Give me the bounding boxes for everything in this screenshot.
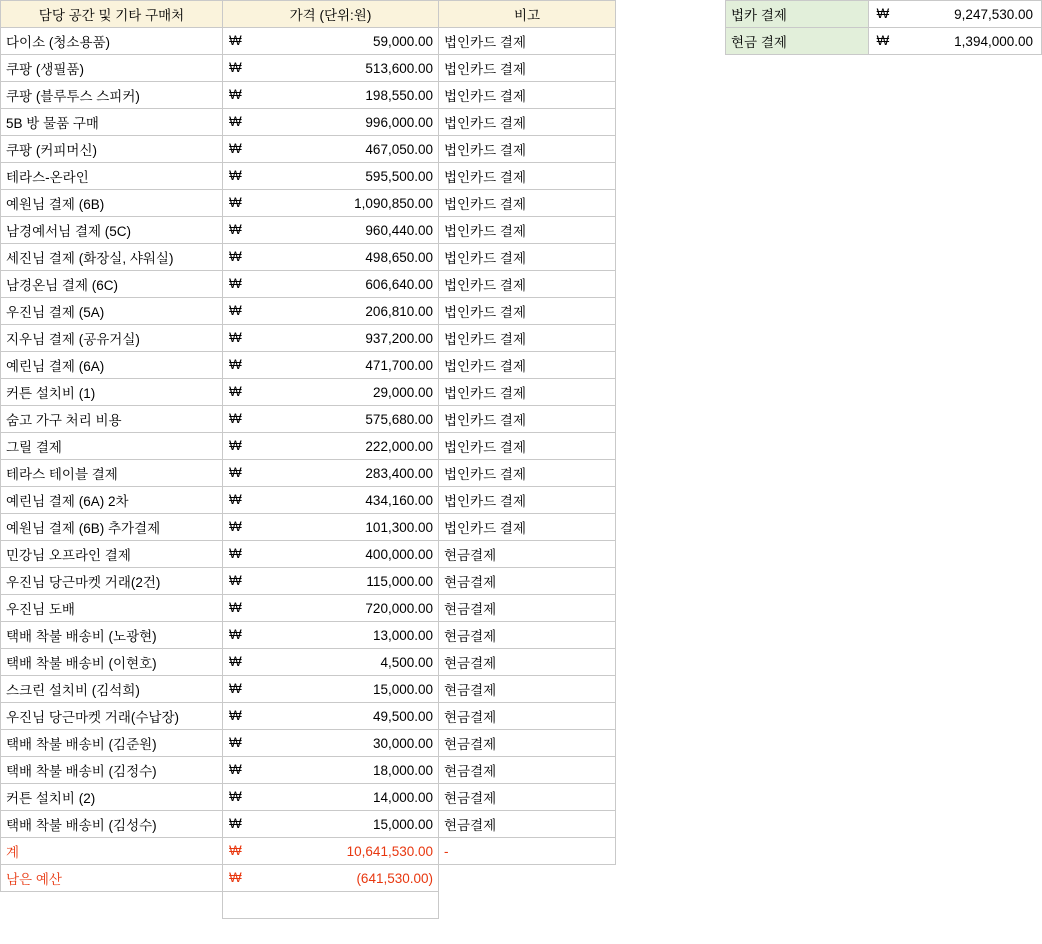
won-symbol: ₩ bbox=[229, 114, 242, 129]
cell-note[interactable]: 법인카드 결제 bbox=[439, 433, 616, 460]
table-row bbox=[1, 433, 616, 460]
cell-note[interactable]: 현금결제 bbox=[439, 811, 616, 838]
table-row bbox=[1, 352, 616, 379]
won-symbol: ₩ bbox=[876, 33, 890, 48]
cell-item-name[interactable]: 5B 방 물품 구매 bbox=[1, 109, 223, 136]
cell-price[interactable]: ₩ 1,090,850.00 bbox=[223, 190, 439, 217]
cell-note[interactable]: 법인카드 결제 bbox=[439, 109, 616, 136]
cell-price[interactable]: ₩ 498,650.00 bbox=[223, 244, 439, 271]
cell-price[interactable]: ₩ 14,000.00 bbox=[223, 784, 439, 811]
table-row bbox=[1, 325, 616, 352]
cell-note[interactable]: 현금결제 bbox=[439, 649, 616, 676]
summary-row bbox=[726, 1, 1042, 28]
cell-note[interactable]: 법인카드 결제 bbox=[439, 271, 616, 298]
summary-label[interactable]: 현금 결제 bbox=[726, 28, 869, 55]
won-symbol: ₩ bbox=[229, 708, 242, 723]
cell-price[interactable]: ₩ 996,000.00 bbox=[223, 109, 439, 136]
cell-price[interactable]: ₩ 513,600.00 bbox=[223, 55, 439, 82]
cell-item-name[interactable]: 택배 착불 배송비 (노광현) bbox=[1, 622, 223, 649]
table-row bbox=[1, 244, 616, 271]
cell-price[interactable]: ₩ 400,000.00 bbox=[223, 541, 439, 568]
cell-note[interactable]: 현금결제 bbox=[439, 703, 616, 730]
summary-label[interactable]: 법카 결제 bbox=[726, 1, 869, 28]
won-symbol: ₩ bbox=[229, 438, 242, 453]
cell-note[interactable]: 법인카드 결제 bbox=[439, 136, 616, 163]
column-header-note: 비고 bbox=[439, 1, 616, 28]
column-header-name: 담당 공간 및 기타 구매처 bbox=[1, 1, 223, 28]
table-row bbox=[1, 136, 616, 163]
cell-item-name[interactable]: 쿠팡 (블루투스 스피커) bbox=[1, 82, 223, 109]
cell-price[interactable]: ₩ 960,440.00 bbox=[223, 217, 439, 244]
won-symbol: ₩ bbox=[229, 816, 242, 831]
table-row bbox=[1, 217, 616, 244]
won-symbol: ₩ bbox=[229, 249, 242, 264]
column-header-price: 가격 (단위:원) bbox=[223, 1, 439, 28]
won-symbol: ₩ bbox=[229, 465, 242, 480]
won-symbol: ₩ bbox=[229, 33, 242, 48]
cell-note[interactable]: 법인카드 결제 bbox=[439, 217, 616, 244]
cell-item-name[interactable]: 테라스-온라인 bbox=[1, 163, 223, 190]
won-symbol: ₩ bbox=[229, 222, 242, 237]
cell-price[interactable]: ₩ 59,000.00 bbox=[223, 28, 439, 55]
table-row bbox=[1, 730, 616, 757]
won-symbol: ₩ bbox=[229, 735, 242, 750]
cell-note[interactable]: 현금결제 bbox=[439, 730, 616, 757]
won-symbol: ₩ bbox=[229, 195, 242, 210]
won-symbol: ₩ bbox=[229, 384, 242, 399]
table-row bbox=[1, 622, 616, 649]
won-symbol: ₩ bbox=[229, 870, 242, 885]
cell-note[interactable]: 현금결제 bbox=[439, 676, 616, 703]
cell-item-name[interactable]: 남경예서님 결제 (5C) bbox=[1, 217, 223, 244]
cell-note[interactable]: 법인카드 결제 bbox=[439, 406, 616, 433]
cell-note[interactable]: 법인카드 결제 bbox=[439, 190, 616, 217]
cell-price[interactable]: ₩ 101,300.00 bbox=[223, 514, 439, 541]
cell-price[interactable]: ₩ 467,050.00 bbox=[223, 136, 439, 163]
table-row bbox=[1, 298, 616, 325]
cell-note[interactable]: 법인카드 결제 bbox=[439, 487, 616, 514]
cell-note[interactable]: 법인카드 결제 bbox=[439, 298, 616, 325]
cell-note[interactable]: - bbox=[439, 838, 616, 865]
summary-row bbox=[726, 28, 1042, 55]
table-row bbox=[1, 406, 616, 433]
cell-item-name[interactable]: 택배 착불 배송비 (김정수) bbox=[1, 757, 223, 784]
cell-empty[interactable] bbox=[1, 892, 223, 919]
cell-price[interactable]: ₩ 471,700.00 bbox=[223, 352, 439, 379]
cell-price[interactable]: ₩ 30,000.00 bbox=[223, 730, 439, 757]
cell-item-name[interactable]: 택배 착불 배송비 (이현호) bbox=[1, 649, 223, 676]
table-row bbox=[1, 271, 616, 298]
cell-note[interactable]: 법인카드 결제 bbox=[439, 82, 616, 109]
table-row bbox=[1, 82, 616, 109]
cell-note[interactable]: 법인카드 결제 bbox=[439, 55, 616, 82]
table-header bbox=[1, 1, 616, 28]
cell-note[interactable]: 현금결제 bbox=[439, 541, 616, 568]
cell-note[interactable]: 법인카드 결제 bbox=[439, 28, 616, 55]
table-row bbox=[1, 676, 616, 703]
cell-price[interactable]: ₩ 222,000.00 bbox=[223, 433, 439, 460]
won-symbol: ₩ bbox=[229, 141, 242, 156]
cell-price[interactable]: ₩ 206,810.00 bbox=[223, 298, 439, 325]
table-row bbox=[1, 649, 616, 676]
table-row bbox=[1, 757, 616, 784]
won-symbol: ₩ bbox=[229, 411, 242, 426]
table-row bbox=[1, 163, 616, 190]
table-row bbox=[1, 55, 616, 82]
table-row bbox=[1, 784, 616, 811]
cell-price[interactable]: ₩ 49,500.00 bbox=[223, 703, 439, 730]
won-symbol: ₩ bbox=[229, 87, 242, 102]
won-symbol: ₩ bbox=[229, 60, 242, 75]
cell-note[interactable] bbox=[439, 865, 616, 892]
table-row bbox=[1, 28, 616, 55]
won-symbol: ₩ bbox=[229, 330, 242, 345]
cell-item-name[interactable]: 쿠팡 (생필품) bbox=[1, 55, 223, 82]
table-row-total bbox=[1, 838, 616, 865]
table-row bbox=[1, 460, 616, 487]
table-row bbox=[1, 811, 616, 838]
cell-price[interactable]: ₩ 606,640.00 bbox=[223, 271, 439, 298]
cell-item-name[interactable]: 쿠팡 (커피머신) bbox=[1, 136, 223, 163]
cell-item-name[interactable]: 커튼 설치비 (2) bbox=[1, 784, 223, 811]
won-symbol: ₩ bbox=[229, 276, 242, 291]
summary-body bbox=[726, 1, 1042, 55]
summary-value[interactable]: ₩ 1,394,000.00 bbox=[868, 28, 1041, 55]
won-symbol: ₩ bbox=[229, 762, 242, 777]
cell-item-name[interactable]: 우진님 도배 bbox=[1, 595, 223, 622]
cell-note[interactable]: 현금결제 bbox=[439, 595, 616, 622]
won-symbol: ₩ bbox=[229, 843, 242, 858]
cell-item-name[interactable]: 예원님 결제 (6B) bbox=[1, 190, 223, 217]
cell-note[interactable]: 현금결제 bbox=[439, 622, 616, 649]
table-row bbox=[1, 190, 616, 217]
cell-note[interactable]: 법인카드 결제 bbox=[439, 460, 616, 487]
cell-item-name[interactable]: 남경온님 결제 (6C) bbox=[1, 271, 223, 298]
cell-price[interactable]: ₩ 13,000.00 bbox=[223, 622, 439, 649]
cell-item-name[interactable]: 예린님 결제 (6A) bbox=[1, 352, 223, 379]
cell-item-name[interactable]: 택배 착불 배송비 (김준원) bbox=[1, 730, 223, 757]
table-row-remaining bbox=[1, 865, 616, 892]
cell-price[interactable]: ₩ 15,000.00 bbox=[223, 811, 439, 838]
cell-note[interactable]: 법인카드 결제 bbox=[439, 514, 616, 541]
won-symbol: ₩ bbox=[876, 6, 890, 21]
cell-price[interactable]: ₩ 283,400.00 bbox=[223, 460, 439, 487]
header-row bbox=[1, 1, 616, 28]
cell-price[interactable]: ₩ 720,000.00 bbox=[223, 595, 439, 622]
cell-price[interactable]: ₩ 434,160.00 bbox=[223, 487, 439, 514]
cell-empty[interactable] bbox=[223, 892, 439, 919]
cell-item-name[interactable]: 택배 착불 배송비 (김성수) bbox=[1, 811, 223, 838]
cell-price[interactable]: ₩ 198,550.00 bbox=[223, 82, 439, 109]
won-symbol: ₩ bbox=[229, 492, 242, 507]
table-row bbox=[1, 568, 616, 595]
cell-price[interactable]: ₩ 4,500.00 bbox=[223, 649, 439, 676]
won-symbol: ₩ bbox=[229, 789, 242, 804]
won-symbol: ₩ bbox=[229, 681, 242, 696]
cell-price[interactable]: ₩ 575,680.00 bbox=[223, 406, 439, 433]
won-symbol: ₩ bbox=[229, 357, 242, 372]
won-symbol: ₩ bbox=[229, 573, 242, 588]
cell-note[interactable]: 현금결제 bbox=[439, 784, 616, 811]
cell-note[interactable]: 현금결제 bbox=[439, 757, 616, 784]
cell-note[interactable]: 법인카드 결제 bbox=[439, 352, 616, 379]
cell-price[interactable]: ₩ 10,641,530.00 bbox=[223, 838, 439, 865]
cell-item-name[interactable]: 예린님 결제 (6A) 2차 bbox=[1, 487, 223, 514]
cell-item-name[interactable]: 다이소 (청소용품) bbox=[1, 28, 223, 55]
cell-item-name[interactable]: 우진님 당근마켓 거래(2건) bbox=[1, 568, 223, 595]
table-body bbox=[1, 28, 616, 919]
table-row bbox=[1, 514, 616, 541]
cell-price[interactable]: ₩ 115,000.00 bbox=[223, 568, 439, 595]
cell-item-name[interactable]: 스크린 설치비 (김석희) bbox=[1, 676, 223, 703]
table-row bbox=[1, 109, 616, 136]
won-symbol: ₩ bbox=[229, 546, 242, 561]
cell-note[interactable]: 현금결제 bbox=[439, 568, 616, 595]
cell-price[interactable]: ₩ 937,200.00 bbox=[223, 325, 439, 352]
table-row bbox=[1, 595, 616, 622]
cell-price[interactable]: ₩ 595,500.00 bbox=[223, 163, 439, 190]
cell-price[interactable]: ₩ 29,000.00 bbox=[223, 379, 439, 406]
table-row-empty bbox=[1, 892, 616, 919]
cell-price[interactable]: ₩ 18,000.00 bbox=[223, 757, 439, 784]
cell-note[interactable]: 법인카드 결제 bbox=[439, 379, 616, 406]
cell-item-name[interactable]: 커튼 설치비 (1) bbox=[1, 379, 223, 406]
won-symbol: ₩ bbox=[229, 303, 242, 318]
cell-item-name[interactable]: 민강님 오프라인 결제 bbox=[1, 541, 223, 568]
won-symbol: ₩ bbox=[229, 168, 242, 183]
table-row bbox=[1, 541, 616, 568]
summary-value[interactable]: ₩ 9,247,530.00 bbox=[868, 1, 1041, 28]
cell-item-name[interactable]: 계 bbox=[1, 838, 223, 865]
cell-price[interactable]: ₩ 15,000.00 bbox=[223, 676, 439, 703]
cell-item-name[interactable]: 우진님 당근마켓 거래(수납장) bbox=[1, 703, 223, 730]
won-symbol: ₩ bbox=[229, 600, 242, 615]
cell-empty[interactable] bbox=[439, 892, 616, 919]
cell-item-name[interactable]: 세진님 결제 (화장실, 샤워실) bbox=[1, 244, 223, 271]
summary-table bbox=[725, 0, 1042, 55]
cell-note[interactable]: 법인카드 결제 bbox=[439, 325, 616, 352]
won-symbol: ₩ bbox=[229, 519, 242, 534]
cell-item-name[interactable]: 지우님 결제 (공유거실) bbox=[1, 325, 223, 352]
table-row bbox=[1, 487, 616, 514]
table-row bbox=[1, 703, 616, 730]
cell-item-name[interactable]: 예원님 결제 (6B) 추가결제 bbox=[1, 514, 223, 541]
cell-price[interactable]: ₩ (641,530.00) bbox=[223, 865, 439, 892]
cell-item-name[interactable]: 숨고 가구 처리 비용 bbox=[1, 406, 223, 433]
cell-item-name[interactable]: 그릴 결제 bbox=[1, 433, 223, 460]
cell-note[interactable]: 법인카드 결제 bbox=[439, 244, 616, 271]
cell-item-name[interactable]: 남은 예산 bbox=[1, 865, 223, 892]
cell-item-name[interactable]: 테라스 테이블 결제 bbox=[1, 460, 223, 487]
won-symbol: ₩ bbox=[229, 627, 242, 642]
cell-note[interactable]: 법인카드 결제 bbox=[439, 163, 616, 190]
won-symbol: ₩ bbox=[229, 654, 242, 669]
table-row bbox=[1, 379, 616, 406]
cell-item-name[interactable]: 우진님 결제 (5A) bbox=[1, 298, 223, 325]
